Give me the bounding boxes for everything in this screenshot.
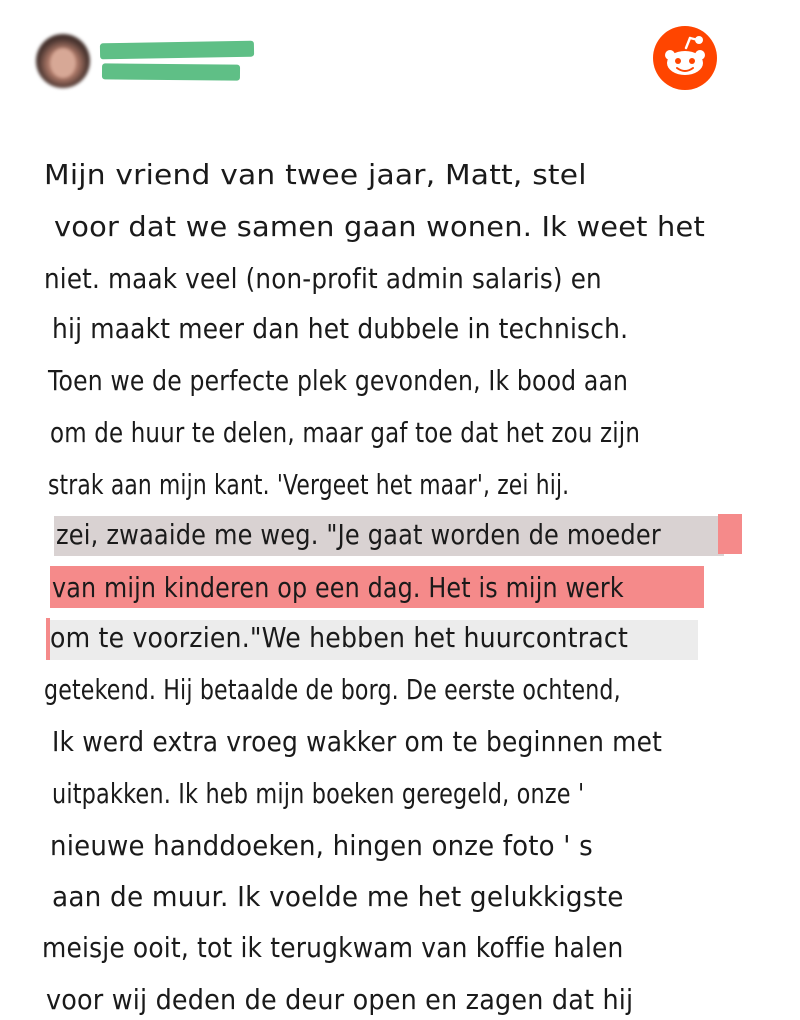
post-text-line: om de huur te delen, maar gaf toe dat het zou zijn	[50, 416, 641, 449]
post-text-line: getekend. Hij betaalde de borg. De eerste ochtend,	[44, 673, 621, 706]
post-text-line: zei, zwaaide me weg. "Je gaat worden de moeder	[56, 518, 661, 551]
post-text-line: om te voorzien."We hebben het huurcontract	[50, 621, 629, 654]
post-text-line: meisje ooit, tot ik terugkwam van koffie halen	[42, 931, 624, 964]
post-text-line: niet. maak veel (non-profit admin salaris) en	[44, 262, 602, 295]
post-text-line: uitpakken. Ik heb mijn boeken geregeld, onze '	[52, 777, 585, 810]
redacted-handle	[102, 63, 240, 80]
post-text-line: voor wij deden de deur open en zagen dat hij	[46, 983, 634, 1016]
post-text-line: Ik werd extra vroeg wakker om te beginnen met	[52, 725, 663, 758]
post-text-line: aan de muur. Ik voelde me het gelukkigste	[52, 880, 624, 913]
avatar[interactable]	[36, 34, 90, 88]
post-header	[0, 0, 800, 110]
reddit-logo-icon[interactable]	[653, 26, 717, 90]
post-text-line: hij maakt meer dan het dubbele in technisch.	[52, 312, 629, 345]
post-text-line: Mijn vriend van twee jaar, Matt, stel	[44, 158, 587, 191]
redacted-username	[100, 41, 254, 60]
post-text-line: nieuwe handdoeken, hingen onze foto ' s	[50, 829, 593, 862]
post-text-line: strak aan mijn kant. 'Vergeet het maar', zei hij.	[48, 468, 570, 501]
post-text-line: Toen we de perfecte plek gevonden, Ik bood aan	[48, 364, 629, 397]
highlight-bar	[718, 514, 742, 554]
post-text-line: voor dat we samen gaan wonen. Ik weet het	[54, 210, 705, 243]
post-text-line: van mijn kinderen op een dag. Het is mijn werk	[52, 571, 624, 604]
